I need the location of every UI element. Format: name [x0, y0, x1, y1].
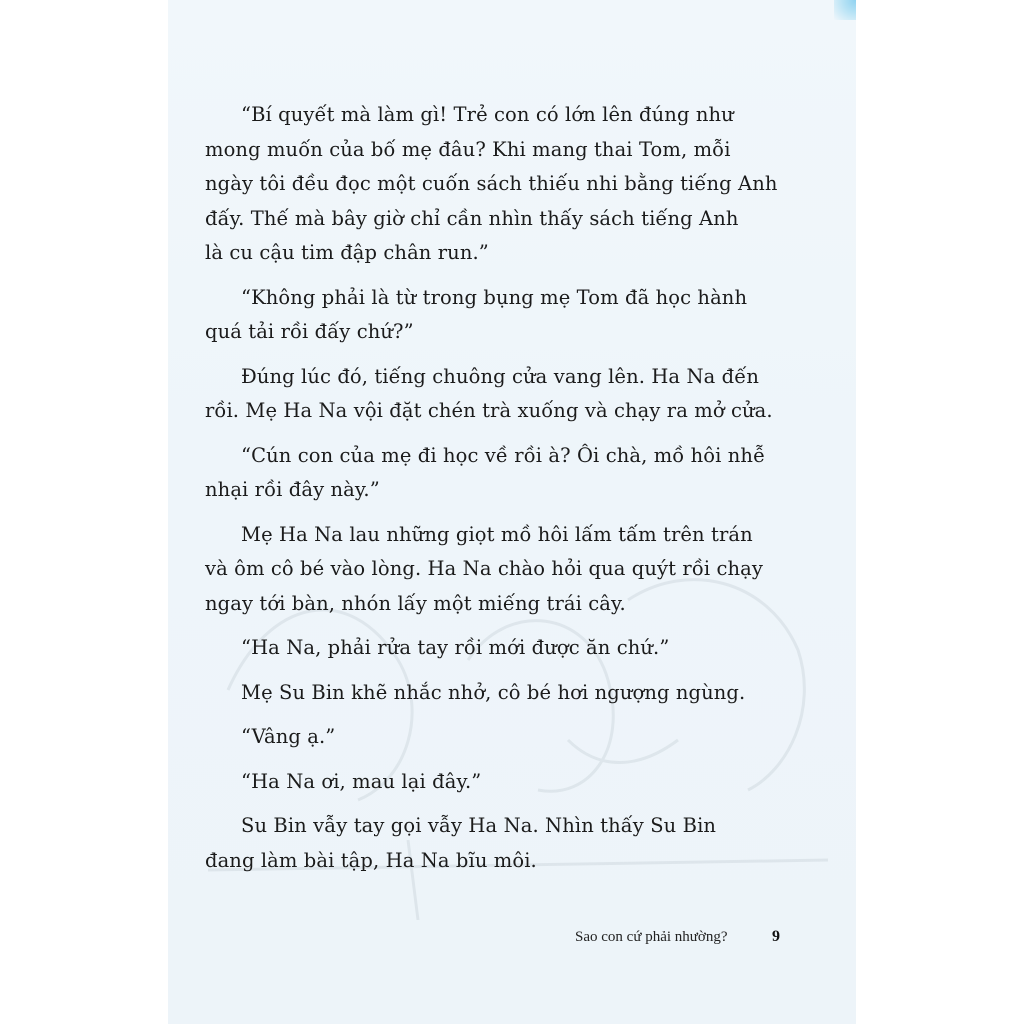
body-text	[205, 98, 795, 888]
paragraph	[205, 631, 795, 666]
page-number: 9	[772, 928, 780, 945]
text-line: đấy. Thế mà bây giờ chỉ cần nhìn thấy sách tiếng Anh	[205, 206, 739, 230]
text-line: “Ha Na ơi, mau lại đây.”	[241, 769, 482, 793]
paragraph	[205, 281, 795, 350]
text-line: “Ha Na, phải rửa tay rồi mới được ăn chứ.”	[241, 636, 670, 659]
paragraph	[205, 98, 795, 271]
text-line: ngay tới bàn, nhón lấy một miếng trái cây.	[205, 591, 626, 615]
text-line: Su Bin vẫy tay gọi vẫy Ha Na. Nhìn thấy Su Bin	[241, 814, 717, 837]
running-title: Sao con cứ phải nhường?	[575, 929, 728, 945]
paragraph	[205, 360, 795, 429]
paragraph	[205, 720, 795, 755]
text-line: Đúng lúc đó, tiếng chuông cửa vang lên. Ha Na đến	[241, 364, 759, 388]
text-line: nhại rồi đây này.”	[205, 478, 380, 501]
paragraph	[205, 439, 795, 508]
text-line: quá tải rồi đấy chứ?”	[205, 320, 414, 343]
text-line: ngày tôi đều đọc một cuốn sách thiếu nhi bằng tiếng Anh	[205, 172, 778, 195]
text-line: đang làm bài tập, Ha Na bĩu môi.	[205, 848, 537, 872]
paragraph	[205, 765, 795, 800]
text-line: và ôm cô bé vào lòng. Ha Na chào hỏi qua quýt rồi chạy	[205, 557, 764, 580]
paragraph	[205, 518, 795, 622]
text-line: là cu cậu tim đập chân run.”	[205, 241, 489, 264]
text-line: “Không phải là từ trong bụng mẹ Tom đã học hành	[241, 285, 748, 309]
text-line: “Bí quyết mà làm gì! Trẻ con có lớn lên đúng như	[241, 103, 734, 126]
text-line: mong muốn của bố mẹ đâu? Khi mang thai Tom, mỗi	[205, 137, 731, 161]
text-line: Mẹ Su Bin khẽ nhắc nhở, cô bé hơi ngượng ngùng.	[241, 680, 746, 704]
text-line: rồi. Mẹ Ha Na vội đặt chén trà xuống và chạy ra mở cửa.	[205, 399, 773, 422]
text-line: “Vâng ạ.”	[241, 725, 336, 748]
paragraph	[205, 676, 795, 711]
page-corner-tint	[834, 0, 856, 20]
paragraph	[205, 809, 795, 878]
text-line: “Cún con của mẹ đi học về rồi à? Ôi chà, mồ hôi nhễ	[241, 443, 766, 467]
text-line: Mẹ Ha Na lau những giọt mồ hôi lấm tấm trên trán	[241, 522, 753, 546]
